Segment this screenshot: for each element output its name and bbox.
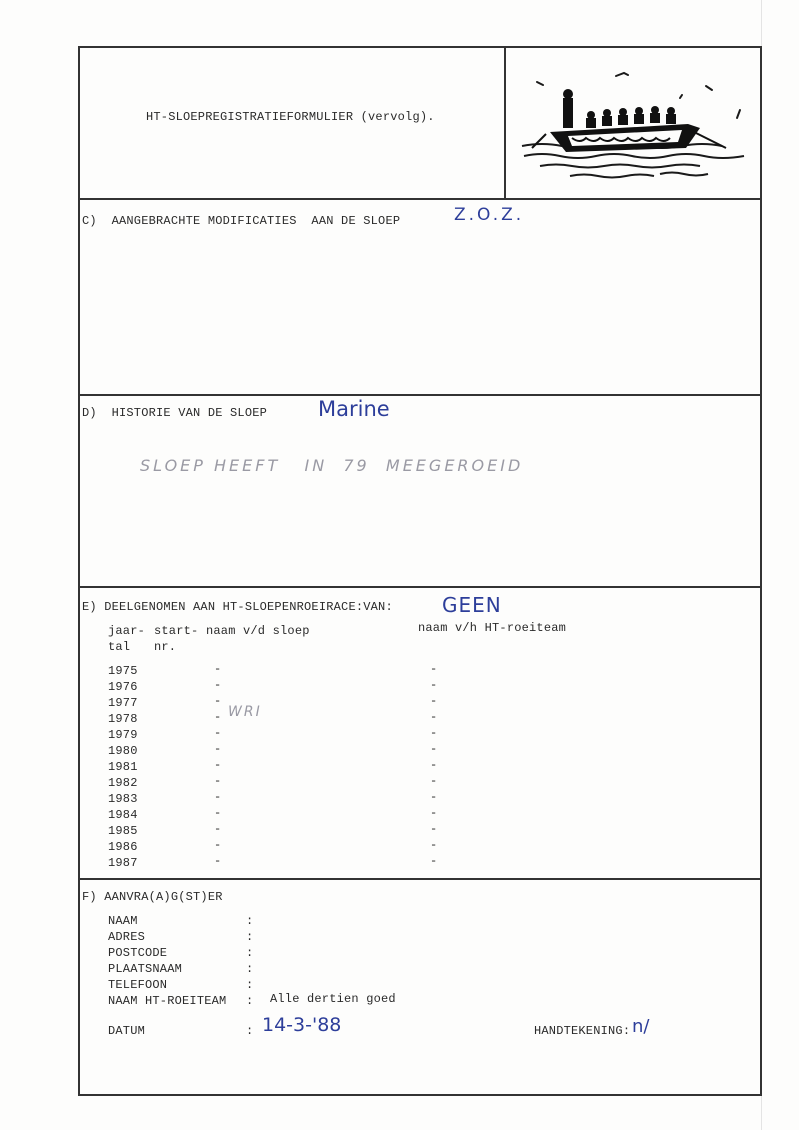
team-dash: - — [430, 758, 438, 772]
field-colon: : — [246, 978, 254, 992]
field-colon: : — [246, 930, 254, 944]
year-label: 1978 — [108, 712, 138, 726]
field-value[interactable]: Alle dertien goed — [270, 992, 396, 1006]
rowing-boat-with-crew-icon — [510, 64, 754, 192]
field-label: TELEFOON — [108, 978, 168, 992]
team-dash: - — [430, 838, 438, 852]
start-dash: - — [214, 710, 222, 724]
form-title: HT-SLOEPREGISTRATIEFORMULIER (vervolg). — [146, 110, 435, 124]
registration-form — [78, 46, 762, 1096]
team-dash: - — [430, 726, 438, 740]
year-label: 1984 — [108, 808, 138, 822]
team-dash: - — [430, 822, 438, 836]
team-dash: - — [430, 742, 438, 756]
team-dash: - — [430, 694, 438, 708]
section-d-label: D) HISTORIE VAN DE SLOEP — [82, 406, 268, 420]
start-dash: - — [214, 726, 222, 740]
team-dash: - — [430, 806, 438, 820]
team-dash: - — [430, 710, 438, 724]
column-team-header: naam v/h HT-roeiteam — [418, 621, 567, 635]
year-label: 1986 — [108, 840, 138, 854]
page-margin-shadow — [761, 0, 799, 1130]
team-dash: - — [430, 774, 438, 788]
start-dash: - — [214, 806, 222, 820]
start-dash: - — [214, 854, 222, 868]
column-year-header: jaar- — [108, 624, 146, 638]
section-e-label: E) DEELGENOMEN AAN HT-SLOEPENROEIRACE:VAN: — [82, 600, 393, 614]
field-label: ADRES — [108, 930, 146, 944]
start-dash: - — [214, 774, 222, 788]
start-dash: - — [214, 822, 222, 836]
divider — [80, 198, 760, 200]
team-dash: - — [430, 662, 438, 676]
team-dash: - — [430, 854, 438, 868]
divider — [80, 586, 760, 588]
section-c-handwritten: Z.O.Z. — [454, 205, 525, 225]
year-label: 1981 — [108, 760, 138, 774]
datum-label: DATUM — [108, 1024, 146, 1038]
year-label: 1987 — [108, 856, 138, 870]
column-start-header-2: nr. — [154, 640, 177, 654]
field-colon: : — [246, 962, 254, 976]
column-boat-header: naam v/d sloep — [206, 624, 310, 638]
start-dash: - — [214, 742, 222, 756]
year-label: 1976 — [108, 680, 138, 694]
field-colon: : — [246, 914, 254, 928]
year-label: 1980 — [108, 744, 138, 758]
year-label: 1982 — [108, 776, 138, 790]
divider — [80, 878, 760, 880]
start-dash: - — [214, 678, 222, 692]
section-e-handwritten: GEEN — [442, 593, 502, 617]
start-dash: - — [214, 790, 222, 804]
start-dash: - — [214, 758, 222, 772]
column-start-header: start- — [154, 624, 199, 638]
section-c-label: C) AANGEBRACHTE MODIFICATIES AAN DE SLOEP — [82, 214, 401, 228]
section-d-faint-note: SLOEP HEEFT IN 79 MEEGEROEID — [140, 456, 524, 475]
divider — [80, 394, 760, 396]
datum-value: 14-3-'88 — [262, 1014, 342, 1036]
section-f-label: F) AANVRA(A)G(ST)ER — [82, 890, 223, 904]
signature-label: HANDTEKENING: — [534, 1024, 631, 1038]
year-label: 1975 — [108, 664, 138, 678]
column-year-header-2: tal — [108, 640, 131, 654]
field-colon: : — [246, 946, 254, 960]
field-label: NAAM HT-ROEITEAM — [108, 994, 227, 1008]
field-label: POSTCODE — [108, 946, 168, 960]
year-label: 1985 — [108, 824, 138, 838]
field-colon: : — [246, 994, 254, 1008]
divider — [504, 48, 506, 198]
start-dash: - — [214, 694, 222, 708]
year-label: 1977 — [108, 696, 138, 710]
year-label: 1983 — [108, 792, 138, 806]
start-dash: - — [214, 662, 222, 676]
row-1978-faint-note: WRI — [228, 704, 262, 720]
field-label: PLAATSNAAM — [108, 962, 183, 976]
datum-colon: : — [246, 1024, 254, 1038]
team-dash: - — [430, 790, 438, 804]
start-dash: - — [214, 838, 222, 852]
year-label: 1979 — [108, 728, 138, 742]
section-d-handwritten: Marine — [318, 397, 390, 421]
signature: n/ — [632, 1016, 650, 1037]
field-label: NAAM — [108, 914, 138, 928]
team-dash: - — [430, 678, 438, 692]
